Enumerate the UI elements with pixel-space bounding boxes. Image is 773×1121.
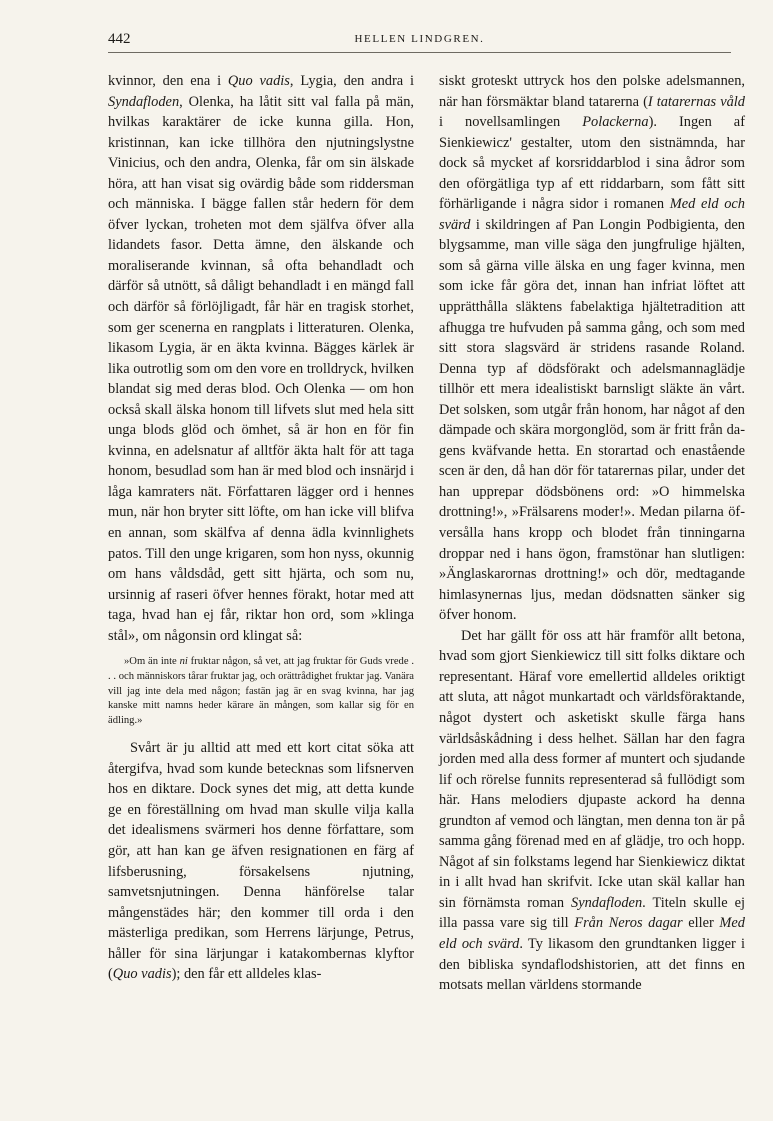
quote-text: »Om än inte ni fruktar någon, så vet, att jag fruktar för Guds vrede . . . och människors tårar fruktar jag, och orättrådighet fruktar jag. Vanära vill jag inte dela med någon; fastän jag är en svag kvinna, har jag kanske mitt namns heder kärare än mången, som kallar sig för en ädling.» bbox=[108, 656, 414, 726]
book-title: Från Neros dagar bbox=[574, 915, 683, 932]
book-title: Quo vadis bbox=[112, 966, 172, 983]
paragraph: kvinnor, den ena i Quo vadis, Lygia, den andra i Syndafloden, Olenka, ha låtit sitt val falla på män, hvilkas karaktärer de icke kunna gilla. Hon, kristinnan, kan icke tillhöra den njutningslystne Vinicius, och den andra, Olenka, får om sin älskade höra, att han visat sig ovärdig både som riddersman och människa. I bägge fallen står hedern för dem öfver lyckan, troheten mot dem själfva öfver alla lidandets fasor. Detta ämne, den älskande och moraliserande kvinnan, så ofta behandladt och därför så utnött, så dåligt behandladt i en mängd fall och därför så förlöjligadt, får här en tragisk storhet, som ger scenerna en rangplats i litteraturen. Olenka, likasom Lygia, är en äkta kvinna. Bägges kärlek är lika outrotlig som om den vore en trolldryck, hvilken blandat sig med deras blod. Och Olenka — om hon också skall älska honom till lifvets slut med hela sitt unga blods glöd och ömhet, så är hon en för fin kvinna, en adelsnatur af alltför äkta halt för att taga honom, besudlad som han är med blod och insnärjd i låga kamraters nät. Författaren lägger ord i hennes mun, när hon bryter sitt löfte, om han icke vill blifva en annan, som skälfva af denna ädla kvinnlighets patos. Till den unge krigaren, som hon nyss, okunnig om hans våldsdåd, gett sitt hjärta, och som nu, ursinnig af raseri öfver hennes förakt, hotar med att taga, hvad han ej får, riktar hon ord, som »klinga stål», om någonsin ord klingat så: bbox=[108, 73, 414, 644]
header-rule bbox=[108, 52, 731, 53]
book-title: Quo vadis bbox=[227, 73, 290, 89]
paragraph: Svårt är ju alltid att med ett kort citat söka att återgifva, hvad som kunde betecknas som lifsnerven hos en diktare. Dock synes det mig, att detta kunde ge en föreställning om hvad man skulle vilja kalla det idealismens svärmeri hos denne författare, som gör, att han kan ge äfven resignationen en färg af lifsberusning, försakelsens njutning, samvetsnjutningen. Denna hänförelse talar mångenstädes här; den kommer till orda i den mästerliga predikan, som Herrens lärjunge, Petrus, håller för sina lärjungar i katakombernas klyftor (Quo vadis); den får ett alldeles klas- bbox=[108, 740, 414, 983]
book-title: Med eld och svärd bbox=[439, 196, 745, 233]
block-quote bbox=[108, 655, 414, 728]
book-title: Syndafloden bbox=[108, 93, 180, 110]
left-column bbox=[108, 71, 414, 985]
book-title: I tatarernas våld bbox=[647, 93, 745, 110]
book-title: Med eld och svärd bbox=[439, 915, 745, 952]
paragraph: siskt groteskt uttryck hos den polske adelsmannen, när han försmäktar bland tatarerna (I tatarernas våld i novellsamlingen Polackerna). Ingen af Sienkiewicz' gestalter, utom den sistnämnda, har dock så mycket af korsriddarblod i sina ådror som den oförgätliga typ af ett riddarbarn, som fått sitt förhärligande i några sidor i romanen Med eld och svärd i skildringen af Pan Longin Podbigienta, den blygsamme, man ville säga den jungfrulige hjälten, som så gärna ville älska en ung fager kvinna, men som icke får göra det, innan han infriat löftet att upprätthålla släktens fabelaktiga hjältetradition att afhugga tre hufvuden på samma gång, och som med sitt stora slagsvärd är stridens rasande Roland. Denna typ af dödsförakt och adelsmannaglädje tillhör ett mera idealistiskt barnsligt släkte än vårt. Det solsken, som utgår från honom, har något af den dämpade och skära morgonglöd, som är fritt från dagens kväfvande hetta. En storartad och enastående scen är den, då han dör för tatarernas pilar, under det han upprepar dödsbönens ord: »O himmelska drottning!», »Frälsarens moder!». Medan pilarna öfversålla hans kropp och blodet från tinningarna droppar ned i hans ögon, framstönar han slutligen: »Änglaskarornas drottning!» och dör, medtagande himlasynernas ljus, medan dödsnatten sänker sig öfver honom. bbox=[439, 73, 745, 624]
running-head: HELLEN LINDGREN. bbox=[354, 33, 485, 45]
page-number: 442 bbox=[108, 31, 131, 47]
page-header bbox=[108, 31, 731, 51]
book-title: Syndafloden bbox=[571, 894, 643, 911]
paragraph: Det har gällt för oss att här framför allt betona, hvad som gjort Sienkiewicz till sitt folks diktare och representant. Häraf vore emellertid alldeles oriktigt att sluta, att något munkartadt och världsföraktande, något dystert och asketiskt skulle färga hans världsåskådning i dess helhet. Sällan har den fagra jorden med alla dess former af muntert och sjudande lif och rörelse funnits representerad så fullödigt som här. Hans melodiers djupaste ackord ha denna grundton af vemod och längtan, men denna ton är på samma gång förenad med en af glädje, tro och hopp. Något af sin folkstams legend har Sienkiewicz diktat in i allt hvad han skrifvit. Icke utan skäl kallar han sin förnämsta roman Syndafloden. Titeln skulle ej illa passa vare sig till Från Neros dagar eller Med eld och svärd. Ty likasom den grundtanken ligger i den bibliska syndaflodshistorien, att det finns en motsats mellan världens stormande bbox=[439, 627, 745, 994]
right-column bbox=[439, 71, 745, 996]
book-title: Polackerna bbox=[582, 114, 649, 131]
